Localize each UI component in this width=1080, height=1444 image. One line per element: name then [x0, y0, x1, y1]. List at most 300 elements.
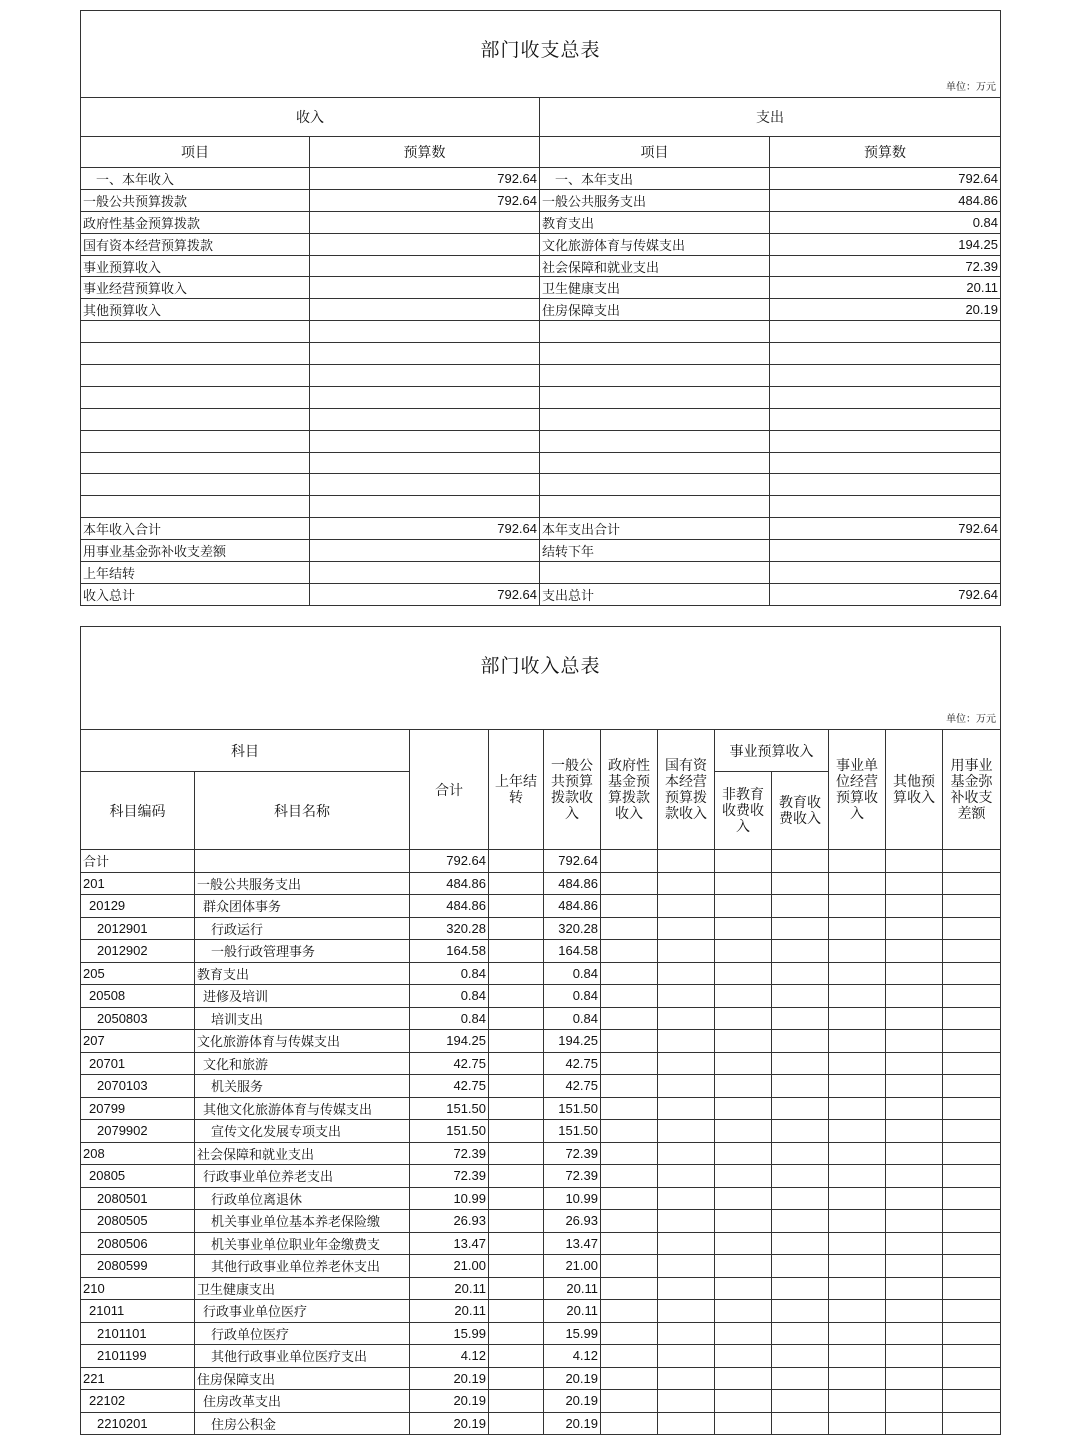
- total-cell: 20.11: [410, 1277, 489, 1300]
- total-cell: 21.00: [410, 1255, 489, 1278]
- income-value-cell: [310, 386, 540, 408]
- gov-fund-cell: [601, 985, 658, 1008]
- income-row: [81, 1210, 1001, 1233]
- general-budget-cell: 194.25: [544, 1030, 601, 1053]
- subject-name-cell: 行政事业单位医疗: [195, 1300, 410, 1323]
- other-income-cell: [886, 1277, 943, 1300]
- edu-cell: [772, 1142, 829, 1165]
- expense-budget-header: 预算数: [770, 137, 1001, 168]
- summary-row: [81, 343, 1001, 365]
- carryover-cell: [489, 872, 544, 895]
- career-op-cell: [829, 1187, 886, 1210]
- general-budget-cell: 21.00: [544, 1255, 601, 1278]
- other-income-cell: [886, 1030, 943, 1053]
- subject-name-cell: 群众团体事务: [195, 895, 410, 918]
- total-cell: 72.39: [410, 1142, 489, 1165]
- non-edu-cell: [715, 1255, 772, 1278]
- gov-fund-cell: [601, 1300, 658, 1323]
- income-item-cell: [81, 365, 310, 387]
- income-section-header: 收入: [81, 98, 540, 137]
- edu-cell: [772, 1052, 829, 1075]
- non-edu-cell: [715, 940, 772, 963]
- income-item-cell: 本年收入合计: [81, 518, 310, 540]
- carryover-cell: [489, 1232, 544, 1255]
- gov-fund-cell: [601, 1052, 658, 1075]
- income-row: [81, 1120, 1001, 1143]
- subject-code-cell: 20508: [81, 985, 195, 1008]
- gov-fund-cell: [601, 1277, 658, 1300]
- other-income-cell: [886, 917, 943, 940]
- fund-balance-cell: [943, 1255, 1001, 1278]
- edu-cell: [772, 895, 829, 918]
- expense-item-cell: 支出总计: [540, 583, 770, 605]
- income-table: [80, 626, 1001, 1435]
- total-cell: 0.84: [410, 985, 489, 1008]
- other-income-cell: [886, 1345, 943, 1368]
- income-value-cell: [310, 233, 540, 255]
- state-capital-cell: [658, 1142, 715, 1165]
- general-budget-cell: 20.19: [544, 1390, 601, 1413]
- other-income-cell: [886, 895, 943, 918]
- expense-item-cell: 一、本年支出: [540, 168, 770, 190]
- expense-item-cell: 住房保障支出: [540, 299, 770, 321]
- subject-code-cell: 合计: [81, 850, 195, 873]
- carryover-cell: [489, 1210, 544, 1233]
- income-value-cell: [310, 277, 540, 299]
- carryover-cell: [489, 850, 544, 873]
- fund-balance-cell: [943, 1165, 1001, 1188]
- gov-fund-cell: [601, 1367, 658, 1390]
- other-income-cell: [886, 1300, 943, 1323]
- career-op-cell: [829, 962, 886, 985]
- edu-cell: [772, 850, 829, 873]
- other-income-cell: [886, 872, 943, 895]
- non-edu-cell: [715, 1097, 772, 1120]
- income-title: 部门收入总表: [480, 655, 601, 677]
- non-edu-cell: [715, 1120, 772, 1143]
- general-budget-cell: 42.75: [544, 1075, 601, 1098]
- income-value-cell: [310, 343, 540, 365]
- income-value-cell: [310, 255, 540, 277]
- subject-name-cell: 一般公共服务支出: [195, 872, 410, 895]
- non-edu-cell: [715, 1277, 772, 1300]
- state-capital-cell: [658, 1052, 715, 1075]
- expense-value-cell: 792.64: [770, 168, 1001, 190]
- general-budget-cell: 72.39: [544, 1165, 601, 1188]
- carryover-cell: [489, 1030, 544, 1053]
- gov-fund-cell: [601, 1120, 658, 1143]
- income-item-cell: 其他预算收入: [81, 299, 310, 321]
- summary-row: [81, 518, 1001, 540]
- expense-value-cell: 792.64: [770, 518, 1001, 540]
- other-income-cell: [886, 1412, 943, 1435]
- expense-item-cell: [540, 474, 770, 496]
- subject-name-cell: 住房改革支出: [195, 1390, 410, 1413]
- subject-code-cell: 207: [81, 1030, 195, 1053]
- summary-row: [81, 540, 1001, 562]
- total-header: 合计: [410, 730, 489, 850]
- summary-row: [81, 562, 1001, 584]
- income-budget-header: 预算数: [310, 137, 540, 168]
- career-op-cell: [829, 1120, 886, 1143]
- carryover-cell: [489, 1277, 544, 1300]
- edu-cell: [772, 1120, 829, 1143]
- carryover-cell: [489, 1142, 544, 1165]
- gov-fund-cell: [601, 1030, 658, 1053]
- non-edu-cell: [715, 895, 772, 918]
- edu-cell: [772, 1412, 829, 1435]
- gov-fund-cell: [601, 1322, 658, 1345]
- expense-item-cell: [540, 343, 770, 365]
- other-income-cell: [886, 985, 943, 1008]
- summary-title: 部门收支总表: [480, 39, 601, 61]
- non-edu-cell: [715, 1412, 772, 1435]
- fund-balance-cell: [943, 895, 1001, 918]
- income-item-cell: 一、本年收入: [81, 168, 310, 190]
- summary-unit: 单位：万元: [946, 82, 996, 93]
- fund-balance-cell: [943, 917, 1001, 940]
- income-value-cell: 792.64: [310, 583, 540, 605]
- non-edu-cell: [715, 1052, 772, 1075]
- expense-item-cell: [540, 321, 770, 343]
- carryover-cell: [489, 985, 544, 1008]
- career-op-cell: [829, 1052, 886, 1075]
- gov-fund-cell: [601, 1232, 658, 1255]
- income-value-cell: 792.64: [310, 168, 540, 190]
- expense-value-cell: [770, 365, 1001, 387]
- career-op-cell: [829, 1097, 886, 1120]
- gov-fund-header: 政府性基金预算拨款收入: [601, 730, 658, 850]
- fund-balance-cell: [943, 1232, 1001, 1255]
- other-income-cell: [886, 1232, 943, 1255]
- expense-item-cell: 本年支出合计: [540, 518, 770, 540]
- expense-value-cell: [770, 408, 1001, 430]
- income-row: [81, 1052, 1001, 1075]
- general-budget-cell: 10.99: [544, 1187, 601, 1210]
- career-op-cell: [829, 1075, 886, 1098]
- edu-cell: [772, 1030, 829, 1053]
- subject-name-cell: 行政单位医疗: [195, 1322, 410, 1345]
- income-row: [81, 1075, 1001, 1098]
- expense-value-cell: 0.84: [770, 211, 1001, 233]
- expense-item-cell: [540, 430, 770, 452]
- subject-code-cell: 201: [81, 872, 195, 895]
- income-item-header: 项目: [81, 137, 310, 168]
- gov-fund-cell: [601, 1007, 658, 1030]
- edu-cell: [772, 1097, 829, 1120]
- general-budget-cell: 0.84: [544, 985, 601, 1008]
- total-cell: 484.86: [410, 872, 489, 895]
- fund-balance-cell: [943, 1390, 1001, 1413]
- career-op-cell: [829, 1390, 886, 1413]
- summary-row: [81, 211, 1001, 233]
- general-budget-cell: 20.19: [544, 1367, 601, 1390]
- expense-item-cell: [540, 496, 770, 518]
- subject-code-cell: 21011: [81, 1300, 195, 1323]
- total-cell: 42.75: [410, 1052, 489, 1075]
- income-row: [81, 917, 1001, 940]
- total-cell: 20.11: [410, 1300, 489, 1323]
- other-income-cell: [886, 1367, 943, 1390]
- subject-name-cell: 宣传文化发展专项支出: [195, 1120, 410, 1143]
- income-row: [81, 1030, 1001, 1053]
- income-item-cell: 用事业基金弥补收支差额: [81, 540, 310, 562]
- general-budget-cell: 15.99: [544, 1322, 601, 1345]
- expense-value-cell: 484.86: [770, 189, 1001, 211]
- summary-row: [81, 496, 1001, 518]
- income-item-cell: [81, 321, 310, 343]
- total-cell: 0.84: [410, 1007, 489, 1030]
- subject-code-cell: 20129: [81, 895, 195, 918]
- income-value-cell: [310, 321, 540, 343]
- total-cell: 15.99: [410, 1322, 489, 1345]
- state-capital-cell: [658, 940, 715, 963]
- carryover-cell: [489, 1097, 544, 1120]
- total-cell: 0.84: [410, 962, 489, 985]
- expense-value-cell: [770, 386, 1001, 408]
- summary-row: [81, 430, 1001, 452]
- gov-fund-cell: [601, 1412, 658, 1435]
- income-row: [81, 1390, 1001, 1413]
- carryover-cell: [489, 917, 544, 940]
- summary-row: [81, 168, 1001, 190]
- subject-code-cell: 2080599: [81, 1255, 195, 1278]
- income-value-cell: [310, 430, 540, 452]
- state-capital-cell: [658, 985, 715, 1008]
- state-capital-cell: [658, 1255, 715, 1278]
- other-income-cell: [886, 1165, 943, 1188]
- subject-code-cell: 205: [81, 962, 195, 985]
- career-op-cell: [829, 1165, 886, 1188]
- subject-code-cell: 20805: [81, 1165, 195, 1188]
- state-capital-cell: [658, 1412, 715, 1435]
- fund-balance-cell: [943, 850, 1001, 873]
- edu-cell: [772, 1165, 829, 1188]
- other-income-cell: [886, 1142, 943, 1165]
- carryover-cell: [489, 1120, 544, 1143]
- edu-cell: [772, 962, 829, 985]
- state-capital-cell: [658, 1277, 715, 1300]
- edu-cell: [772, 940, 829, 963]
- state-capital-cell: [658, 850, 715, 873]
- non-edu-cell: [715, 1075, 772, 1098]
- general-budget-cell: 164.58: [544, 940, 601, 963]
- income-value-cell: 792.64: [310, 189, 540, 211]
- subject-name-cell: 其他行政事业单位医疗支出: [195, 1345, 410, 1368]
- career-op-cell: [829, 940, 886, 963]
- subject-code-cell: 208: [81, 1142, 195, 1165]
- subject-code-cell: 2050803: [81, 1007, 195, 1030]
- summary-row: [81, 408, 1001, 430]
- gov-fund-cell: [601, 872, 658, 895]
- income-row: [81, 1345, 1001, 1368]
- subject-name-cell: 进修及培训: [195, 985, 410, 1008]
- subject-header: 科目: [81, 730, 410, 772]
- edu-cell: [772, 1345, 829, 1368]
- income-item-cell: 事业预算收入: [81, 255, 310, 277]
- income-value-cell: [310, 496, 540, 518]
- state-capital-cell: [658, 1390, 715, 1413]
- state-capital-cell: [658, 1007, 715, 1030]
- general-budget-cell: 20.11: [544, 1277, 601, 1300]
- income-item-cell: [81, 430, 310, 452]
- income-item-cell: 一般公共预算拨款: [81, 189, 310, 211]
- income-item-cell: 国有资本经营预算拨款: [81, 233, 310, 255]
- subject-name-cell: 培训支出: [195, 1007, 410, 1030]
- general-budget-cell: 484.86: [544, 895, 601, 918]
- general-budget-header: 一般公共预算拨款收入: [544, 730, 601, 850]
- general-budget-cell: 42.75: [544, 1052, 601, 1075]
- subject-name-cell: 行政事业单位养老支出: [195, 1165, 410, 1188]
- non-edu-cell: [715, 1345, 772, 1368]
- non-edu-cell: [715, 1030, 772, 1053]
- non-edu-cell: [715, 1187, 772, 1210]
- subject-code-cell: 2080506: [81, 1232, 195, 1255]
- income-unit: 单位：万元: [946, 714, 997, 725]
- other-income-cell: [886, 1187, 943, 1210]
- other-income-cell: [886, 940, 943, 963]
- general-budget-cell: 151.50: [544, 1097, 601, 1120]
- code-header: 科目编码: [81, 772, 195, 850]
- non-edu-cell: [715, 1210, 772, 1233]
- carryover-cell: [489, 1075, 544, 1098]
- career-op-cell: [829, 917, 886, 940]
- state-capital-cell: [658, 917, 715, 940]
- fund-balance-cell: [943, 1322, 1001, 1345]
- carryover-cell: [489, 1187, 544, 1210]
- general-budget-cell: 26.93: [544, 1210, 601, 1233]
- summary-row: [81, 277, 1001, 299]
- income-item-cell: [81, 386, 310, 408]
- subject-name-cell: 行政运行: [195, 917, 410, 940]
- subject-code-cell: 2101101: [81, 1322, 195, 1345]
- edu-cell: [772, 1232, 829, 1255]
- income-row: [81, 1322, 1001, 1345]
- expense-value-cell: [770, 452, 1001, 474]
- other-income-cell: [886, 1390, 943, 1413]
- non-edu-cell: [715, 1142, 772, 1165]
- subject-code-cell: 2080505: [81, 1210, 195, 1233]
- total-cell: 792.64: [410, 850, 489, 873]
- expense-item-cell: 一般公共服务支出: [540, 189, 770, 211]
- general-budget-cell: 792.64: [544, 850, 601, 873]
- total-cell: 20.19: [410, 1412, 489, 1435]
- general-budget-cell: 0.84: [544, 962, 601, 985]
- total-cell: 10.99: [410, 1187, 489, 1210]
- gov-fund-cell: [601, 940, 658, 963]
- non-edu-cell: [715, 1007, 772, 1030]
- fund-balance-cell: [943, 1277, 1001, 1300]
- subject-code-cell: 2079902: [81, 1120, 195, 1143]
- income-row: [81, 1255, 1001, 1278]
- summary-row: [81, 474, 1001, 496]
- carryover-cell: [489, 1322, 544, 1345]
- summary-row: [81, 189, 1001, 211]
- income-title-box: [81, 627, 1001, 730]
- income-row: [81, 1165, 1001, 1188]
- career-op-cell: [829, 1030, 886, 1053]
- expense-value-cell: [770, 562, 1001, 584]
- other-income-cell: [886, 962, 943, 985]
- subject-code-cell: 210: [81, 1277, 195, 1300]
- expense-value-cell: [770, 496, 1001, 518]
- career-op-cell: [829, 1367, 886, 1390]
- state-capital-cell: [658, 872, 715, 895]
- state-capital-cell: [658, 1120, 715, 1143]
- total-cell: 20.19: [410, 1367, 489, 1390]
- subject-code-cell: 20799: [81, 1097, 195, 1120]
- carryover-cell: [489, 1255, 544, 1278]
- summary-row: [81, 299, 1001, 321]
- subject-name-cell: 文化和旅游: [195, 1052, 410, 1075]
- subject-code-cell: 2070103: [81, 1075, 195, 1098]
- income-value-cell: [310, 408, 540, 430]
- edu-cell: [772, 872, 829, 895]
- expense-item-cell: 教育支出: [540, 211, 770, 233]
- edu-cell: [772, 985, 829, 1008]
- state-capital-cell: [658, 1165, 715, 1188]
- other-income-cell: [886, 1210, 943, 1233]
- income-item-cell: 政府性基金预算拨款: [81, 211, 310, 233]
- general-budget-cell: 72.39: [544, 1142, 601, 1165]
- gov-fund-cell: [601, 1097, 658, 1120]
- career-op-cell: [829, 1300, 886, 1323]
- fund-balance-cell: [943, 1300, 1001, 1323]
- other-income-cell: [886, 850, 943, 873]
- career-op-cell: [829, 1345, 886, 1368]
- expense-section-header: 支出: [540, 98, 1001, 137]
- subject-name-cell: 机关事业单位职业年金缴费支: [195, 1232, 410, 1255]
- gov-fund-cell: [601, 1142, 658, 1165]
- general-budget-cell: 0.84: [544, 1007, 601, 1030]
- income-row: [81, 1232, 1001, 1255]
- subject-name-cell: 教育支出: [195, 962, 410, 985]
- general-budget-cell: 4.12: [544, 1345, 601, 1368]
- other-income-cell: [886, 1007, 943, 1030]
- state-capital-cell: [658, 895, 715, 918]
- career-budget-header: 事业预算收入: [715, 730, 829, 772]
- income-row: [81, 1300, 1001, 1323]
- subject-name-cell: 社会保障和就业支出: [195, 1142, 410, 1165]
- summary-table: [80, 10, 1001, 606]
- income-row: [81, 1097, 1001, 1120]
- subject-name-cell: 机关事业单位基本养老保险缴: [195, 1210, 410, 1233]
- career-op-header: 事业单位经营预算收入: [829, 730, 886, 850]
- carryover-cell: [489, 962, 544, 985]
- subject-code-cell: 2210201: [81, 1412, 195, 1435]
- income-row: [81, 985, 1001, 1008]
- carryover-cell: [489, 940, 544, 963]
- fund-balance-cell: [943, 1142, 1001, 1165]
- gov-fund-cell: [601, 1165, 658, 1188]
- total-cell: 320.28: [410, 917, 489, 940]
- non-edu-cell: [715, 1367, 772, 1390]
- expense-value-cell: 72.39: [770, 255, 1001, 277]
- carryover-cell: [489, 1165, 544, 1188]
- career-op-cell: [829, 1210, 886, 1233]
- state-capital-cell: [658, 1187, 715, 1210]
- expense-item-cell: 文化旅游体育与传媒支出: [540, 233, 770, 255]
- subject-code-cell: 20701: [81, 1052, 195, 1075]
- subject-name-cell: 行政单位离退休: [195, 1187, 410, 1210]
- total-cell: 194.25: [410, 1030, 489, 1053]
- summary-title-box: [81, 11, 1001, 98]
- gov-fund-cell: [601, 962, 658, 985]
- subject-name-cell: 机关服务: [195, 1075, 410, 1098]
- other-income-header: 其他预算收入: [886, 730, 943, 850]
- total-cell: 4.12: [410, 1345, 489, 1368]
- edu-cell: [772, 1277, 829, 1300]
